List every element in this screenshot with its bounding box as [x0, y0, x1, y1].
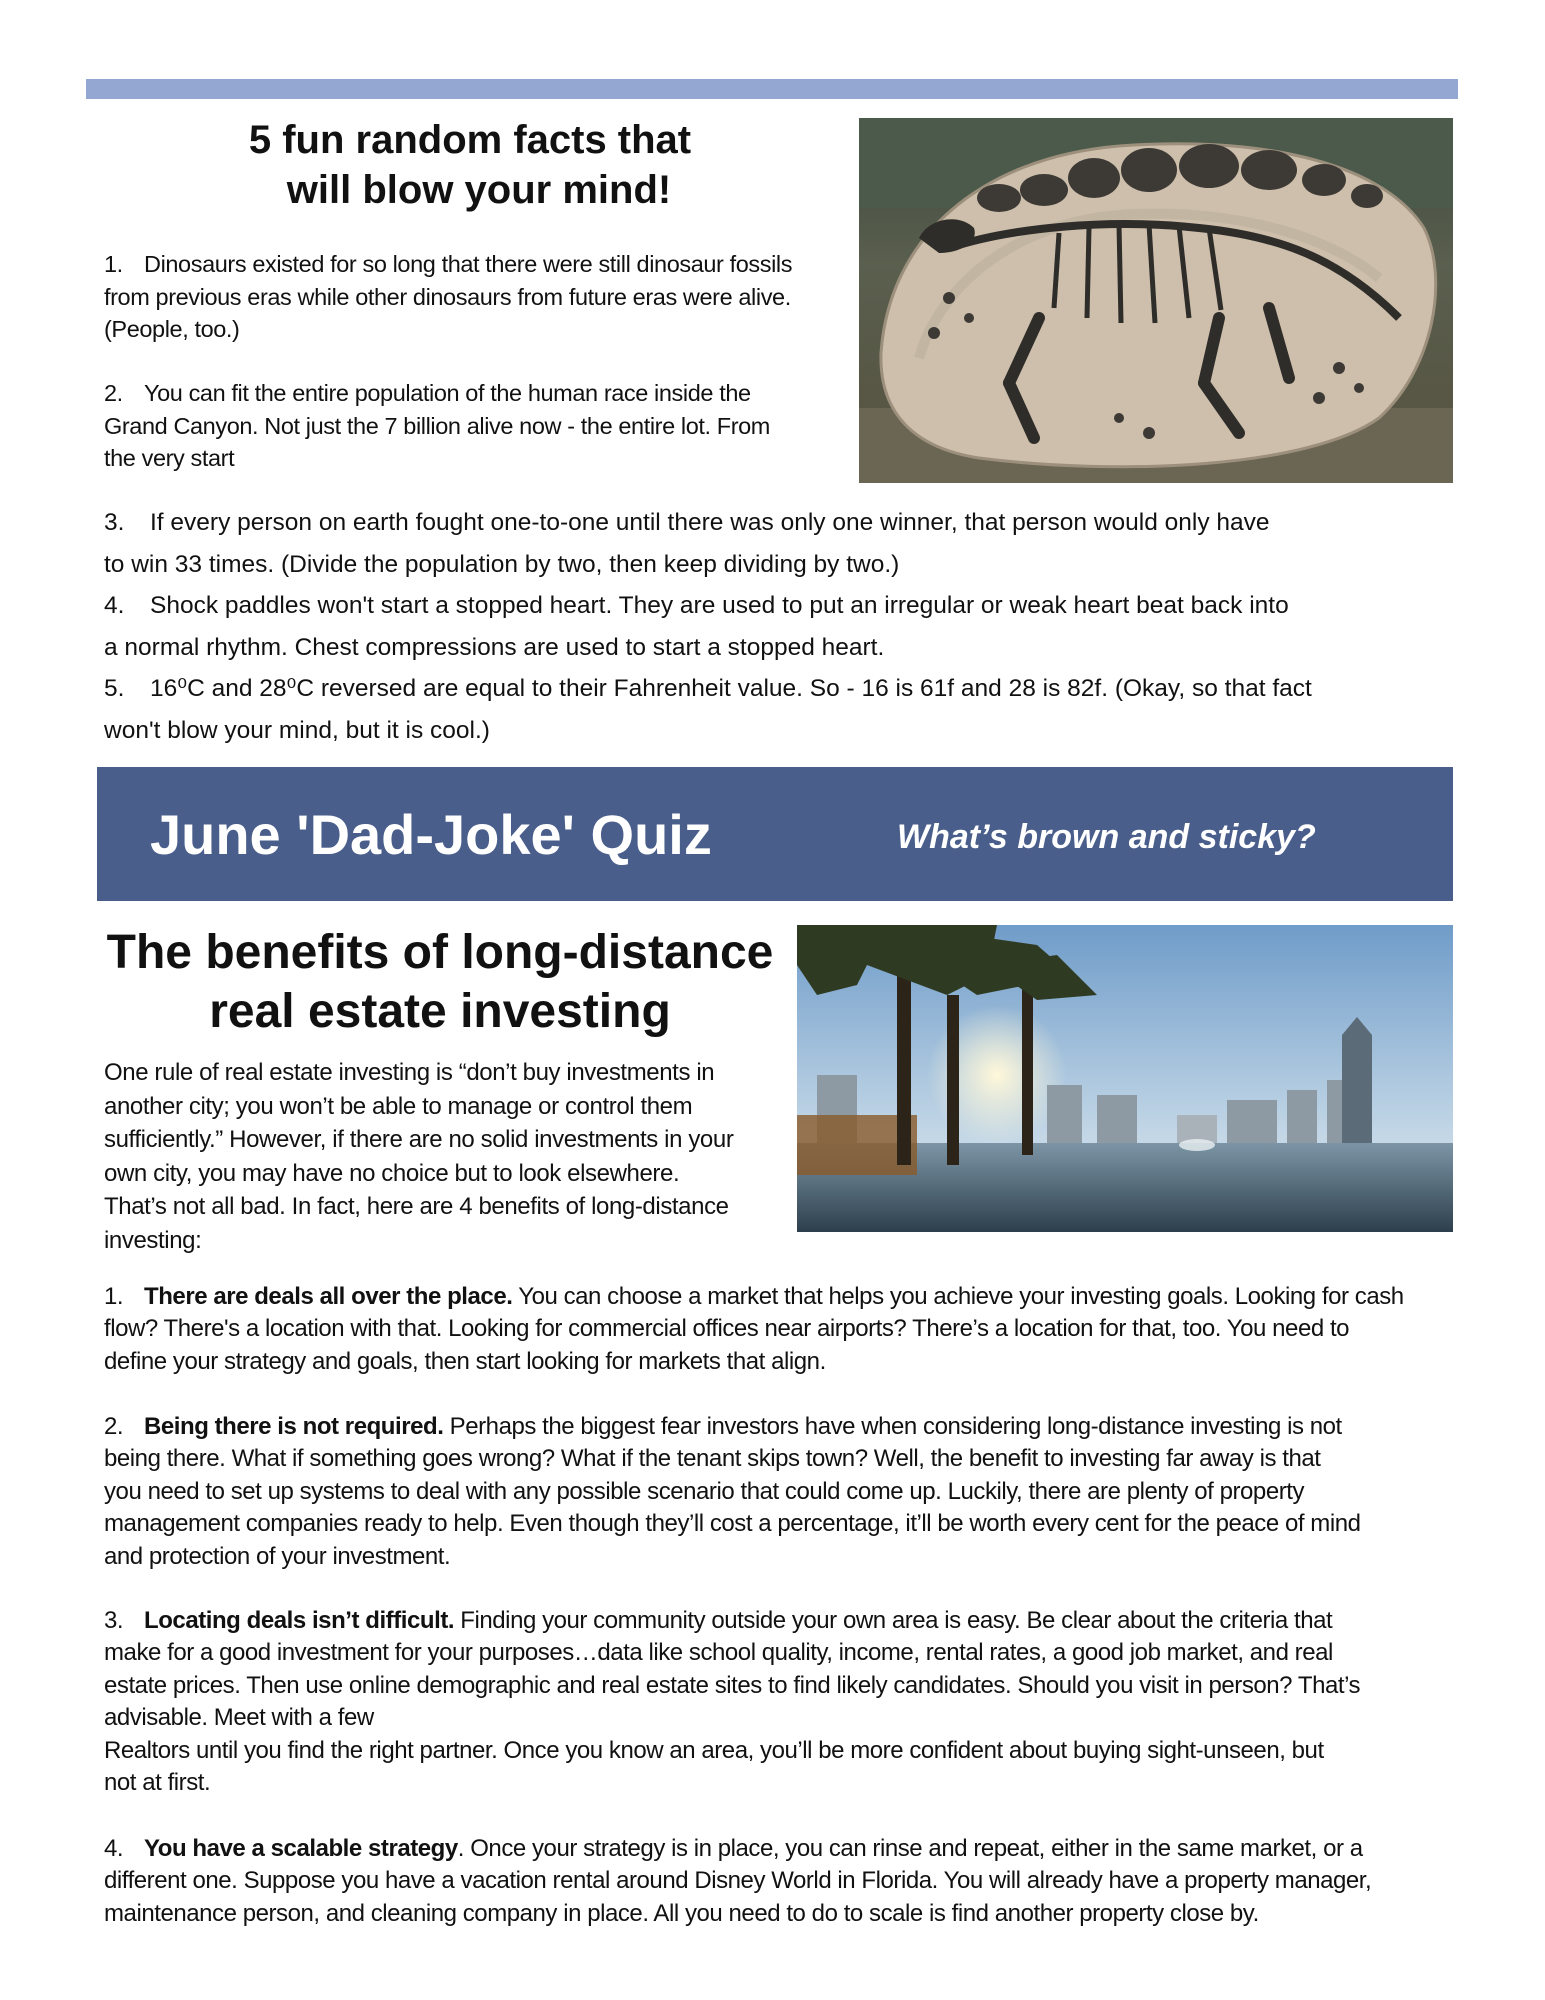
article-intro	[104, 1056, 784, 1258]
benefit-lead: Locating deals isn’t difficult.	[144, 1607, 455, 1634]
benefit-item-1	[104, 1281, 1419, 1378]
fact-number: 5.	[104, 675, 125, 702]
benefit-text: . Once your strategy is in place, you can rinse and repeat, either in the same market, or a	[457, 1835, 1363, 1862]
benefit-line: and protection of your investment.	[104, 1542, 451, 1570]
city-lake-image	[797, 925, 1453, 1232]
benefit-line: different one. Suppose you have a vacation rental around Disney World in Florida. You will already have a property manager,	[104, 1867, 1372, 1895]
benefit-line: flow? There's a location with that. Looking for commercial offices near airports? There’s a location for that, too. You need to	[104, 1315, 1350, 1343]
intro-line: That’s not all bad. In fact, here are 4 benefits of long-distance	[104, 1193, 729, 1221]
quiz-question: What’s brown and sticky?	[897, 818, 1316, 856]
benefit-line: make for a good investment for your purposes…data like school quality, income, rental rates, a good job market, and real	[104, 1639, 1333, 1667]
fact-line: a normal rhythm. Chest compressions are used to start a stopped heart.	[104, 634, 885, 661]
intro-line: One rule of real estate investing is “don’t buy investments in	[104, 1059, 715, 1086]
benefit-line: advisable. Meet with a few	[104, 1704, 374, 1732]
fact-item-3	[104, 502, 1394, 586]
intro-line: own city, you may have no choice but to look elsewhere.	[104, 1159, 680, 1187]
fact-line: to win 33 times. (Divide the population by two, then keep dividing by two.)	[104, 551, 900, 578]
benefit-line: you need to set up systems to deal with any possible scenario that could come up. Luckily, there are plenty of property	[104, 1477, 1305, 1505]
benefit-item-4	[104, 1833, 1419, 1930]
fact-line: If every person on earth fought one-to-one until there was only one winner, that person would only have	[150, 509, 1270, 536]
fact-line: won't blow your mind, but it is cool.)	[104, 717, 490, 744]
fact-number: 4.	[104, 592, 125, 619]
benefit-number: 4.	[104, 1835, 124, 1862]
benefit-number: 1.	[104, 1283, 124, 1310]
benefit-line: management companies ready to help. Even though they’ll cost a percentage, it’ll be worth every cent for the peace of mind	[104, 1510, 1361, 1538]
benefit-number: 3.	[104, 1607, 124, 1634]
fact-number: 1.	[104, 251, 123, 277]
fact-item-1	[104, 248, 844, 346]
benefit-line: estate prices. Then use online demographic and real estate sites to find likely candidates. Should you visit in person? That’s	[104, 1671, 1361, 1699]
fact-line: from previous eras while other dinosaurs from future eras were alive.	[104, 283, 791, 310]
benefit-lead: You have a scalable strategy	[144, 1835, 458, 1862]
intro-line: another city; you won’t be able to manage or control them	[104, 1092, 693, 1120]
article-title-line2: real estate investing	[209, 985, 671, 1038]
fact-line: Shock paddles won't start a stopped heart. They are used to put an irregular or weak heart beat back into	[150, 592, 1289, 619]
fact-item-5	[104, 668, 1394, 752]
benefit-lead: Being there is not required.	[144, 1413, 444, 1440]
benefit-line: maintenance person, and cleaning company in place. All you need to do to scale is find another property close by.	[104, 1899, 1259, 1927]
benefit-text: You can choose a market that helps you achieve your investing goals. Looking for cash	[512, 1283, 1404, 1310]
quiz-title: June 'Dad-Joke' Quiz	[150, 803, 712, 866]
benefit-item-2	[104, 1411, 1419, 1573]
fact-line: the very start	[104, 445, 235, 471]
benefit-line: being there. What if something goes wrong? What if the tenant skips town? Well, the benefit to investing far away is that	[104, 1445, 1321, 1473]
facts-title	[110, 115, 830, 215]
benefit-text: Perhaps the biggest fear investors have when considering long-distance investing is not	[443, 1413, 1342, 1440]
fact-line: You can fit the entire population of the human race inside the	[144, 380, 751, 406]
article-title-line1: The benefits of long-distance	[106, 926, 774, 979]
facts-title-line1: 5 fun random facts that	[248, 118, 692, 162]
fact-item-4	[104, 585, 1394, 669]
benefit-line: define your strategy and goals, then start looking for markets that align.	[104, 1347, 826, 1375]
fact-number: 3.	[104, 509, 125, 536]
fact-line: Dinosaurs existed for so long that there were still dinosaur fossils	[144, 251, 793, 277]
intro-line: sufficiently.” However, if there are no solid investments in your	[104, 1126, 734, 1154]
article-title	[95, 923, 785, 1041]
benefit-item-3	[104, 1605, 1419, 1799]
dinosaur-fossil-image	[859, 118, 1453, 483]
fact-item-2	[104, 377, 844, 475]
intro-line: investing:	[104, 1226, 202, 1254]
top-divider-bar	[86, 79, 1458, 99]
fact-line: 16⁰C and 28⁰C reversed are equal to their Fahrenheit value. So - 16 is 61f and 28 is 82f. (Okay, so that fact	[150, 675, 1312, 702]
facts-title-line2: will blow your mind!	[286, 168, 672, 212]
fact-number: 2.	[104, 380, 123, 406]
fact-line: (People, too.)	[104, 316, 240, 342]
benefit-line: not at first.	[104, 1769, 211, 1797]
benefit-lead: There are deals all over the place.	[144, 1283, 513, 1310]
fact-line: Grand Canyon. Not just the 7 billion alive now - the entire lot. From	[104, 412, 770, 439]
benefit-number: 2.	[104, 1413, 124, 1440]
benefit-line: Realtors until you find the right partner. Once you know an area, you’ll be more confident about buying sight-unseen, but	[104, 1736, 1324, 1764]
benefit-text: Finding your community outside your own area is easy. Be clear about the criteria that	[454, 1607, 1333, 1634]
